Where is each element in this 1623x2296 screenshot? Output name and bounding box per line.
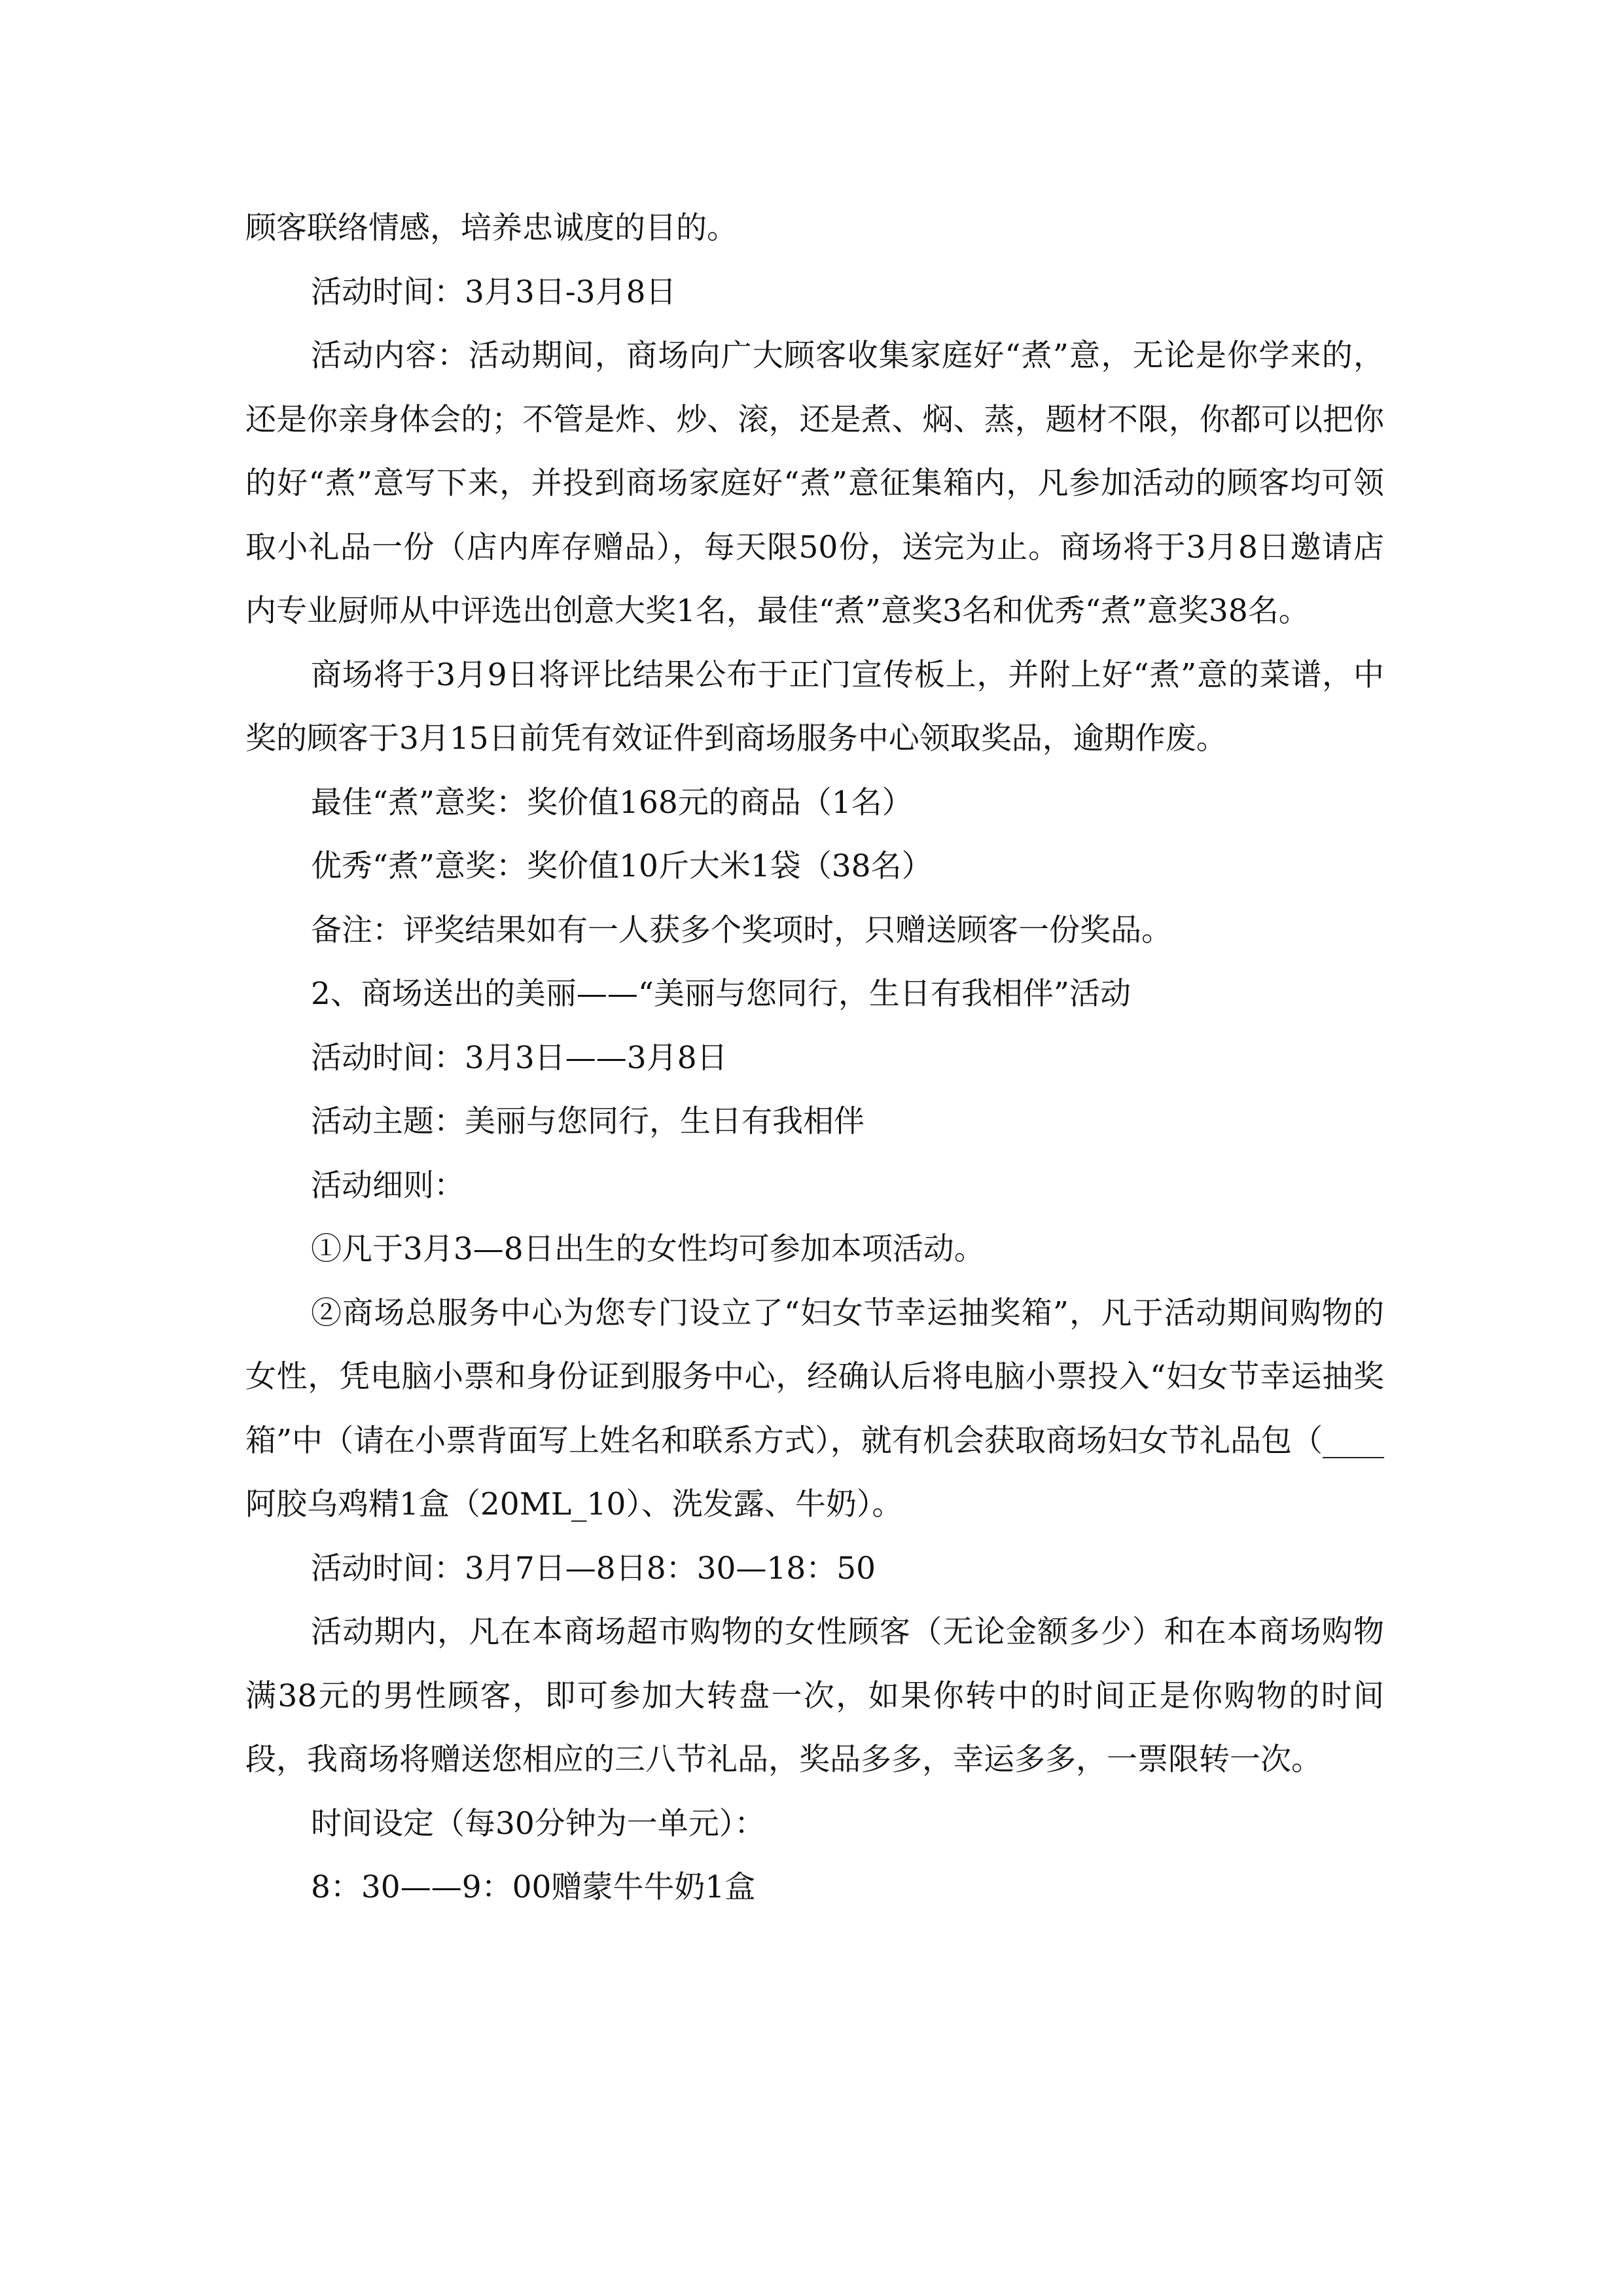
paragraph-time-setting: 时间设定（每30分钟为一单元）：	[311, 1805, 766, 1842]
document-page	[245, 196, 1384, 1920]
paragraph-excellent-prize: 优秀“煮”意奖：奖价值10斤大米1袋（38名）	[311, 848, 933, 884]
paragraph-activity-theme: 活动主题：美丽与您同行，生日有我相伴	[311, 1103, 865, 1139]
paragraph-rule-2: ②商场总服务中心为您专门设立了“妇女节幸运抽奖箱”，凡于活动期间购物的女性，凭电脑小票和身份证到服务中心，经确认后将电脑小票投入“妇女节幸运抽奖箱”中（请在小票背面写上姓名和联系方式），就有机会获取商场妇女节礼品包（____阿胶乌鸡精1盒（20ML_10）、洗发露、牛奶）。	[245, 1295, 1384, 1522]
paragraph-activity-time-1: 活动时间：3月3日-3月8日	[311, 274, 677, 310]
paragraph-intro-continuation: 顾客联络情感，培养忠诚度的目的。	[245, 210, 738, 246]
paragraph-rule-1: ①凡于3月3—8日出生的女性均可参加本项活动。	[311, 1231, 985, 1267]
paragraph-best-prize: 最佳“煮”意奖：奖价值168元的商品（1名）	[311, 784, 913, 821]
paragraph-section-2-heading: 2、商场送出的美丽——“美丽与您同行，生日有我相伴”活动	[311, 976, 1131, 1012]
paragraph-time-slot-1: 8：30——9：00赠蒙牛牛奶1盒	[311, 1869, 756, 1905]
paragraph-activity-rules: 活动细则：	[311, 1167, 465, 1204]
paragraph-results-announcement: 商场将于3月9日将评比结果公布于正门宣传板上，并附上好“煮”意的菜谱，中奖的顾客于3月15日前凭有效证件到商场服务中心领取奖品，逾期作废。	[245, 656, 1384, 757]
paragraph-activity-time-2: 活动时间：3月3日——3月8日	[311, 1039, 728, 1076]
paragraph-activity-content: 活动内容：活动期间，商场向广大顾客收集家庭好“煮”意，无论是你学来的，还是你亲身体会的；不管是炸、炒、滚，还是煮、焖、蒸，题材不限，你都可以把你的好“煮”意写下来，并投到商场家庭好“煮”意征集箱内，凡参加活动的顾客均可领取小礼品一份（店内库存赠品），每天限50份，送完为止。商场将于3月8日邀请店内专业厨师从中评选出创意大奖1名，最佳“煮”意奖3名和优秀“煮”意奖38名。	[245, 338, 1384, 629]
paragraph-note: 备注：评奖结果如有一人获多个奖项时，只赠送顾客一份奖品。	[311, 912, 1172, 948]
paragraph-activity-time-3: 活动时间：3月7日—8日8：30—18：50	[311, 1550, 876, 1587]
paragraph-wheel-activity: 活动期内，凡在本商场超市购物的女性顾客（无论金额多少）和在本商场购物满38元的男性顾客，即可参加大转盘一次，如果你转中的时间正是你购物的时间段，我商场将赠送您相应的三八节礼品，奖品多多，幸运多多，一票限转一次。	[245, 1614, 1384, 1778]
